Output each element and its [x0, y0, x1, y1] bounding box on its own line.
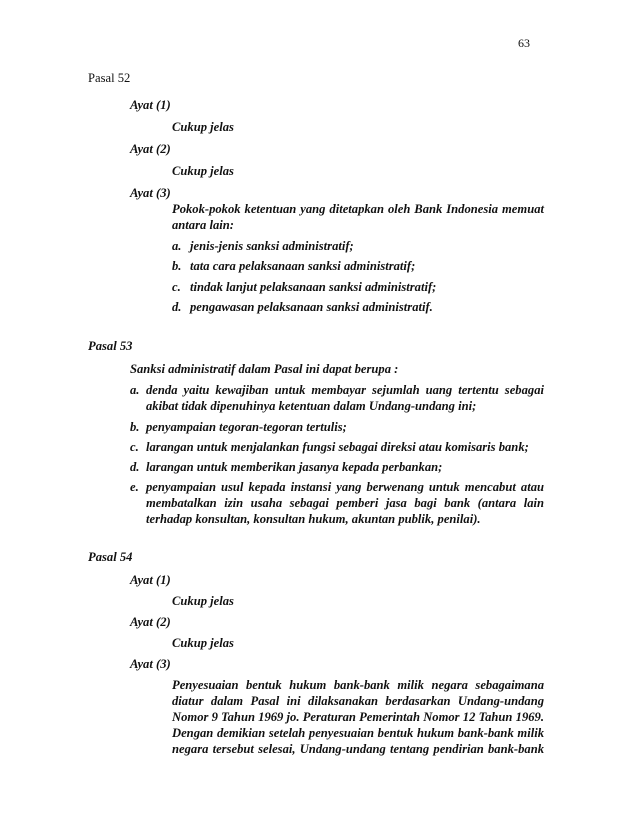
pasal-54-ayat-3-line: Dengan demikian setelah penyesuaian bentuk hukum bank-bank milik [172, 726, 544, 740]
pasal-53-item-line: denda yaitu kewajiban untuk membayar sejumlah uang tertentu sebagai [146, 383, 544, 397]
pasal-53-item-line: membatalkan izin usaha sebagai pemberi jasa bagi bank (antara lain [146, 496, 544, 510]
pasal-52-ayat-3-intro-line: Pokok-pokok ketentuan yang ditetapkan oleh Bank Indonesia memuat [172, 202, 544, 216]
pasal-52-ayat-3-label: Ayat (3) [130, 186, 171, 200]
pasal-53-item-line: penyampaian tegoran-tegoran tertulis; [146, 420, 347, 434]
pasal-52-item-marker: b. [172, 259, 182, 273]
pasal-52-item-text: pengawasan pelaksanaan sanksi administratif. [190, 300, 433, 314]
pasal-54-ayat-1-label: Ayat (1) [130, 573, 171, 587]
pasal-53-item-line: larangan untuk memberikan jasanya kepada perbankan; [146, 460, 443, 474]
pasal-54-ayat-3-line: Penyesuaian bentuk hukum bank-bank milik negara sebagaimana [172, 678, 544, 692]
pasal-52-ayat-2-text: Cukup jelas [172, 164, 234, 178]
pasal-52-heading: Pasal 52 [88, 71, 131, 85]
pasal-53-intro: Sanksi administratif dalam Pasal ini dapat berupa : [130, 362, 399, 376]
pasal-52-ayat-1-label: Ayat (1) [130, 98, 171, 112]
pasal-54-ayat-3-line: negara tersebut selesai, Undang-undang tentang pendirian bank-bank [172, 742, 544, 756]
pasal-53-item-marker: e. [130, 480, 139, 494]
pasal-54-ayat-2-label: Ayat (2) [130, 615, 171, 629]
pasal-54-ayat-1-text: Cukup jelas [172, 594, 234, 608]
pasal-54-ayat-3-line: diatur dalam Pasal ini dilaksanakan berdasarkan Undang-undang [172, 694, 544, 708]
pasal-52-item-marker: d. [172, 300, 182, 314]
pasal-52-ayat-3-intro-line: antara lain: [172, 218, 234, 232]
pasal-54-heading: Pasal 54 [88, 550, 133, 564]
pasal-52-item-marker: c. [172, 280, 181, 294]
pasal-54-ayat-3-line: Nomor 9 Tahun 1969 jo. Peraturan Pemerintah Nomor 12 Tahun 1969. [172, 710, 544, 724]
pasal-52-item-text: jenis-jenis sanksi administratif; [190, 239, 354, 253]
pasal-53-item-marker: d. [130, 460, 140, 474]
pasal-53-item-line: akibat tidak dipenuhinya ketentuan dalam Undang-undang ini; [146, 399, 477, 413]
pasal-54-ayat-2-text: Cukup jelas [172, 636, 234, 650]
pasal-52-ayat-2-label: Ayat (2) [130, 142, 171, 156]
pasal-53-item-line: terhadap konsultan, konsultan hukum, akuntan publik, penilai). [146, 512, 481, 526]
pasal-52-item-marker: a. [172, 239, 182, 253]
page-number: 63 [518, 36, 530, 50]
pasal-52-item-text: tata cara pelaksanaan sanksi administratif; [190, 259, 416, 273]
pasal-53-item-line: penyampaian usul kepada instansi yang berwenang untuk mencabut atau [146, 480, 544, 494]
pasal-53-item-marker: c. [130, 440, 139, 454]
pasal-54-ayat-3-label: Ayat (3) [130, 657, 171, 671]
pasal-53-item-line: larangan untuk menjalankan fungsi sebagai direksi atau komisaris bank; [146, 440, 529, 454]
pasal-53-item-marker: a. [130, 383, 140, 397]
pasal-52-item-text: tindak lanjut pelaksanaan sanksi administratif; [190, 280, 437, 294]
pasal-52-ayat-1-text: Cukup jelas [172, 120, 234, 134]
pasal-53-heading: Pasal 53 [88, 339, 133, 353]
pasal-53-item-marker: b. [130, 420, 140, 434]
